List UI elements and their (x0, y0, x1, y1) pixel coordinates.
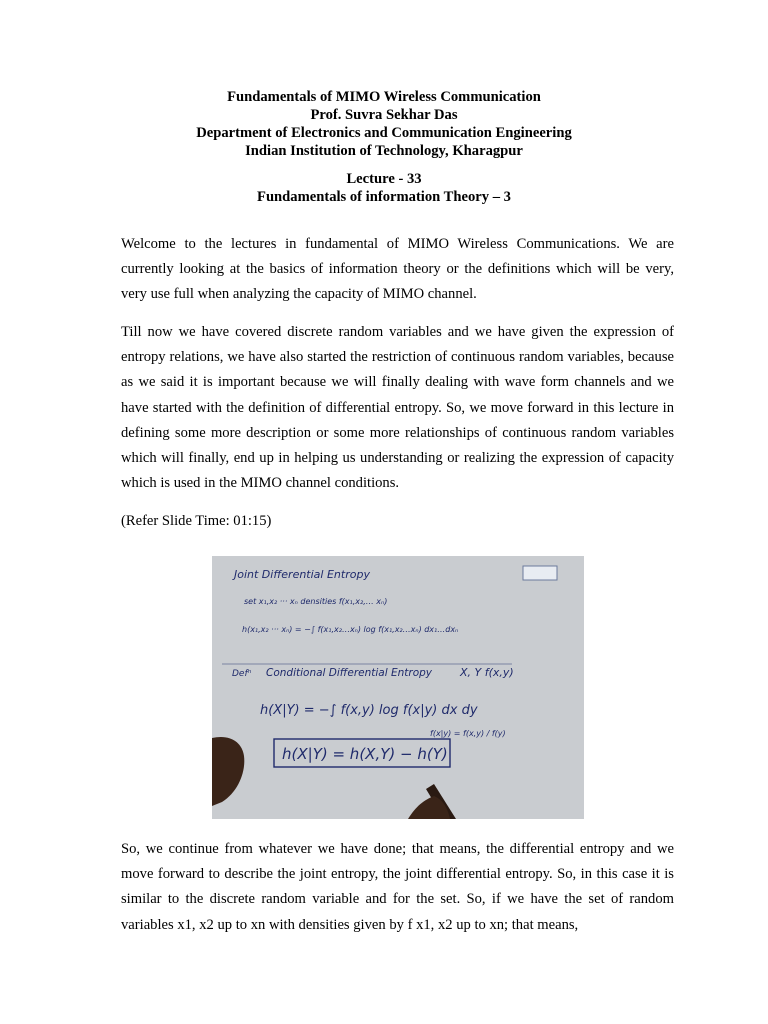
slide-conditional-heading: Conditional Differential Entropy (266, 667, 433, 679)
professor-name: Prof. Suvra Sekhar Das (310, 107, 458, 123)
lecture-title: Fundamentals of information Theory – 3 (257, 189, 511, 205)
slide-def-label: Defⁿ (232, 669, 252, 679)
board-logo-icon (523, 566, 557, 580)
slide-set-line: set x₁,x₂ ··· xₙ densities f(x₁,x₂,… xₙ) (244, 597, 388, 606)
slide-conditional-vars: X, Y f(x,y) (460, 666, 514, 679)
intro-paragraph: Welcome to the lectures in fundamental of MIMO Wireless Communications. We are currently looking at the basics of information theory or the definitions which will be very, very use full when analyzing the capacity of MIMO channel. (121, 236, 674, 303)
lecture-slide-image (212, 556, 584, 819)
recap-paragraph: Till now we have covered discrete random variables and we have given the expression of entropy relations, we have also started the restriction of continuous random variables, because as we said it is important because we will finally dealing with wave form channels and we have started with the definition of differential entropy. So, we move forward in this lecture in defining some more description or some more relationships of continuous random variables which will finally, end up in helping us understanding or realizing the expression of capacity which is used in the MIMO channel conditions. (121, 324, 674, 492)
lecture-number: Lecture - 33 (346, 171, 422, 187)
refer-slide-time: (Refer Slide Time: 01:15) (121, 513, 272, 529)
document-header (0, 88, 768, 206)
department-name: Department of Electronics and Communication Engineering (196, 125, 572, 141)
slide-boxed-equation: h(X|Y) = h(X,Y) − h(Y) (282, 745, 448, 763)
course-title: Fundamentals of MIMO Wireless Communication (227, 89, 541, 105)
institute-name: Indian Institution of Technology, Kharagpur (245, 143, 523, 159)
slide-heading: Joint Differential Entropy (234, 568, 370, 581)
slide-conditional-equation: h(X|Y) = −∫ f(x,y) log f(x|y) dx dy (260, 703, 478, 718)
continuation-paragraph: So, we continue from whatever we have done; that means, the differential entropy and we move forward to describe the joint entropy, the joint differential entropy. So, in this case it is similar to the discrete random variable and for the set. So, if we have the set of random variables x1, x2 up to xn with densities given by f x1, x2 up to xn; that means, (121, 841, 674, 933)
slide-conditional-density: f(x|y) = f(x,y) / f(y) (430, 729, 506, 738)
slide-joint-equation: h(x₁,x₂ ··· xₙ) = −∫ f(x₁,x₂…xₙ) log f(x₁,x₂…xₙ) dx₁…dxₙ (242, 625, 459, 634)
